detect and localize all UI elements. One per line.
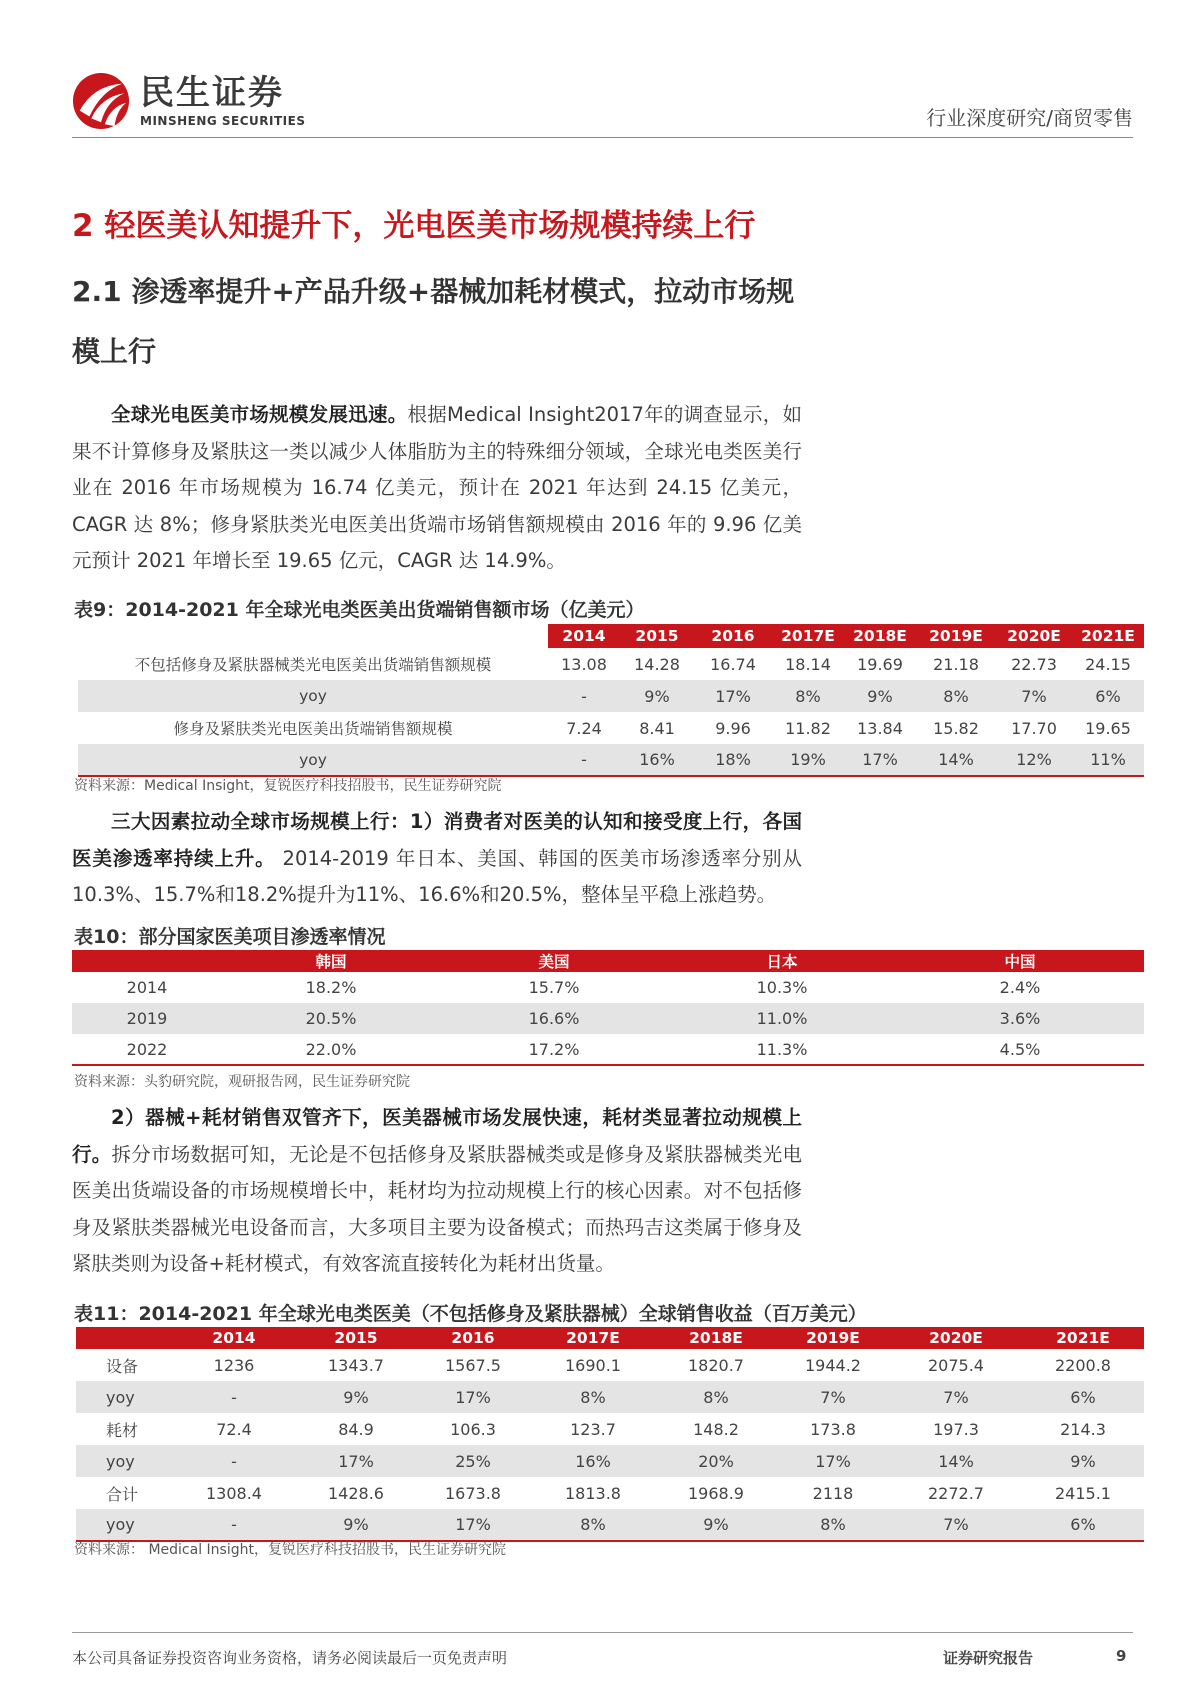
table-cell: 17% [416,1509,530,1541]
table-cell: 25% [416,1445,530,1477]
table-header-cell: 2018E [656,1327,776,1349]
table-header-cell: 日本 [668,950,896,972]
table-row [72,972,1144,1003]
paragraph-text: 拆分市场数据可知，无论是不包括修身及紧肤器械类或是修身及紧肤器械类光电医美出货端设备的市场规模增长中，耗材均为拉动规模上行的核心因素。对不包括修身及紧肤类器械光电设备而言，大多项目主要为设备模式；而热玛吉这类属于修身及紧肤类则为设备+耗材模式，有效客流直接转化为耗材出货量。 [72,1142,802,1275]
table-cell: 1820.7 [688,1355,744,1375]
table-cell: 14.28 [634,654,680,674]
table-cell: 11.3% [668,1034,896,1065]
table-header-cell: 2020E [890,1327,1022,1349]
table-cell: 10.3% [756,978,808,997]
row-label: yoy [78,680,548,712]
table-cell: 17% [694,680,772,712]
table-cell: 15.82 [933,718,979,738]
brand-name-cn: 民生证券 [140,73,284,113]
table-cell: 13.08 [561,654,607,674]
row-label: 2022 [72,1034,222,1065]
table-cell: 2272.7 [928,1483,984,1503]
table-cell: 16% [620,744,694,776]
paragraph-lead: 三大因素拉动全球市场规模上行：1）消费者对医美的认知和接受度上行，各国医美渗透率持续上升。 [72,810,802,870]
row-label: yoy [78,744,548,776]
table10-source: 资料来源：头豹研究院，观研报告网，民生证券研究院 [74,1074,410,1090]
table-row [78,648,1144,680]
document-type: 行业深度研究/商贸零售 [926,106,1133,130]
table-cell: 14% [890,1445,1022,1477]
paragraph-market-size [72,397,802,580]
page-header [72,58,1133,138]
table-cell: 1813.8 [565,1483,621,1503]
table-cell: 9% [296,1381,416,1413]
table-cell: 17% [844,744,916,776]
section-heading: 2 轻医美认知提升下，光电医美市场规模持续上行 [72,208,756,244]
table-row [78,680,1144,712]
table-cell: 18% [694,744,772,776]
row-label: 修身及紧肤类光电医美出货端销售额规模 [173,720,453,738]
table11-caption: 表11：2014-2021 年全球光电类医美（不包括修身及紧肤器械）全球销售收益（百万美元） [74,1303,867,1325]
table-header-cell [76,1327,172,1349]
subsection-heading: 2.1 渗透率提升+产品升级+器械加耗材模式，拉动市场规模上行 [72,275,795,368]
table-header-cell: 中国 [896,950,1144,972]
table11-source: 资料来源： Medical Insight，复锐医疗科技招股书，民生证券研究院 [74,1542,506,1558]
table-header-cell: 2021E [1072,624,1144,648]
row-label: yoy [76,1445,172,1477]
row-label: 设备 [106,1356,139,1376]
table-row [76,1477,1144,1509]
row-label: 耗材 [106,1420,139,1440]
row-label: 不包括修身及紧肤器械类光电医美出货端销售额规模 [134,656,492,674]
table-cell: 16.74 [710,654,756,674]
paragraph-lead: 2）器械+耗材销售双管齐下，医美器械市场发展快速，耗材类显著拉动规模上行。 [72,1106,802,1166]
table-cell: 7% [776,1381,890,1413]
table-cell: 8% [776,1509,890,1541]
table-cell: 106.3 [450,1419,496,1439]
table-header-cell: 2019E [916,624,996,648]
table-cell: 14% [916,744,996,776]
table-cell: 123.7 [570,1419,616,1439]
footer-disclaimer: 本公司具备证券投资咨询业务资格，请务必阅读最后一页免责声明 [72,1649,508,1667]
table-row [72,1003,1144,1034]
table-cell: 17.2% [440,1034,668,1065]
table-cell: - [548,744,620,776]
table-cell: 17% [776,1445,890,1477]
table-cell: 17% [296,1445,416,1477]
table-cell: 7% [996,680,1072,712]
table10-caption: 表10：部分国家医美项目渗透率情况 [74,926,386,948]
table-cell: 9% [656,1509,776,1541]
table-cell: 19.65 [1085,718,1131,738]
table-cell: 12% [996,744,1072,776]
table-header-row [72,950,1144,972]
table9 [78,624,1144,777]
table-header-row [76,1327,1144,1349]
table-row [78,744,1144,776]
paragraph-three-factors [72,804,802,914]
table-cell: - [172,1445,296,1477]
table-row [78,712,1144,744]
table-cell: 17% [416,1381,530,1413]
row-label: 2014 [126,978,168,997]
table-cell: 20.5% [222,1003,440,1034]
paragraph-equipment-consumables [72,1100,802,1283]
table-cell: 8% [916,680,996,712]
table-cell: 11.0% [668,1003,896,1034]
table-cell: 6% [1022,1509,1144,1541]
table-cell: 214.3 [1060,1419,1106,1439]
table-cell: 21.18 [933,654,979,674]
table-cell: 8.41 [639,718,675,738]
table9-caption: 表9：2014-2021 年全球光电类医美出货端销售额市场（亿美元） [74,599,645,621]
table-header-cell: 2017E [772,624,844,648]
table-header-cell: 2016 [694,624,772,648]
paragraph-text: 根据Medical Insight2017年的调查显示，如果不计算修身及紧肤这一类以减少人体脂肪为主的特殊细分领域，全球光电类医美行业在 2016 年市场规模为 16.74 亿美元，预计在 2021 年达到 24.15 亿美元，CAGR 达 8%；修身紧肤类光电医美出货端市场销售额规模由 2016 年的 9.96 亿美元预计 2021 年增长至 19.65 亿元，CAGR 达 14.9%。 [72,403,802,572]
table-cell: 6% [1072,680,1144,712]
table-cell: 3.6% [896,1003,1144,1034]
table-cell: - [548,680,620,712]
table-cell: 1308.4 [206,1483,262,1503]
table-header-cell: 美国 [440,950,668,972]
table-cell: 8% [656,1381,776,1413]
table10 [72,950,1144,1066]
table-cell: 2118 [812,1483,854,1503]
table-header-cell: 韩国 [222,950,440,972]
table-cell: - [172,1381,296,1413]
table-cell: 1968.9 [688,1483,744,1503]
table-header-cell: 2014 [172,1327,296,1349]
table-row [76,1413,1144,1445]
table-cell: 8% [530,1509,656,1541]
table-cell: 9% [1022,1445,1144,1477]
table-header-cell: 2015 [296,1327,416,1349]
table-cell: 173.8 [810,1419,856,1439]
paragraph-lead: 全球光电医美市场规模发展迅速。 [111,403,408,426]
table-cell: 19.69 [857,654,903,674]
table-row [76,1349,1144,1381]
paragraph-text: 2014-2019 年日本、美国、韩国的医美市场渗透率分别从10.3%、15.7%和18.2%提升为11%、16.6%和20.5%，整体呈平稳上涨趋势。 [72,846,802,906]
table-cell: 1944.2 [805,1355,861,1375]
table-cell: 24.15 [1085,654,1131,674]
table-cell: 20% [656,1445,776,1477]
table-cell: 2415.1 [1055,1483,1111,1503]
minsheng-logo-icon [72,72,130,130]
table-header-cell: 2015 [620,624,694,648]
table-cell: 1690.1 [565,1355,621,1375]
table-header-cell: 2020E [996,624,1072,648]
table-cell: 16.6% [440,1003,668,1034]
table-cell: 2200.8 [1055,1355,1111,1375]
table-cell: 16% [530,1445,656,1477]
table-header-cell: 2017E [530,1327,656,1349]
table-cell: 2.4% [999,978,1041,997]
row-label: yoy [76,1381,172,1413]
table-cell: 9% [844,680,916,712]
table-cell: 7% [890,1381,1022,1413]
table-cell: 15.7% [528,978,580,997]
table-header-cell [78,624,548,648]
table-cell: 2075.4 [928,1355,984,1375]
table-header-cell: 2021E [1022,1327,1144,1349]
table-cell: 197.3 [933,1419,979,1439]
table-cell: 18.2% [305,978,357,997]
table11 [76,1327,1144,1542]
table-cell: 7% [890,1509,1022,1541]
table-header-cell: 2016 [416,1327,530,1349]
table-cell: 13.84 [857,718,903,738]
table-cell: - [172,1509,296,1541]
table-cell: 9% [296,1509,416,1541]
table-row [76,1445,1144,1477]
table-header-cell: 2014 [548,624,620,648]
table-cell: 1567.5 [445,1355,501,1375]
table-cell: 9% [620,680,694,712]
table-cell: 1343.7 [328,1355,384,1375]
table-cell: 148.2 [693,1419,739,1439]
table-cell: 11% [1072,744,1144,776]
table-cell: 7.24 [566,718,602,738]
table-header-cell: 2018E [844,624,916,648]
brand-name-en: MINSHENG SECURITIES [140,114,306,128]
table-cell: 8% [772,680,844,712]
table-cell: 11.82 [785,718,831,738]
page-number: 9 [1116,1647,1127,1665]
table-cell: 1428.6 [328,1483,384,1503]
table-cell: 6% [1022,1381,1144,1413]
table-cell: 1236 [213,1355,255,1375]
table-header-cell [72,950,222,972]
table-cell: 8% [530,1381,656,1413]
table-row [76,1509,1144,1541]
table-row [72,1034,1144,1065]
footer-divider [72,1632,1133,1633]
row-label: 合计 [106,1484,139,1504]
row-label: 2019 [72,1003,222,1034]
table-header-cell: 2019E [776,1327,890,1349]
table-row [76,1381,1144,1413]
table-cell: 1673.8 [445,1483,501,1503]
table-cell: 18.14 [785,654,831,674]
table-cell: 19% [772,744,844,776]
row-label: yoy [76,1509,172,1541]
footer-report-type: 证券研究报告 [943,1649,1034,1667]
table-cell: 72.4 [216,1419,252,1439]
table-cell: 9.96 [715,718,751,738]
table-header-row [78,624,1144,648]
table-cell: 4.5% [896,1034,1144,1065]
table-cell: 84.9 [338,1419,374,1439]
table-cell: 17.70 [1011,718,1057,738]
table-cell: 22.73 [1011,654,1057,674]
table9-source: 资料来源：Medical Insight，复锐医疗科技招股书，民生证券研究院 [74,778,502,794]
table-cell: 22.0% [222,1034,440,1065]
